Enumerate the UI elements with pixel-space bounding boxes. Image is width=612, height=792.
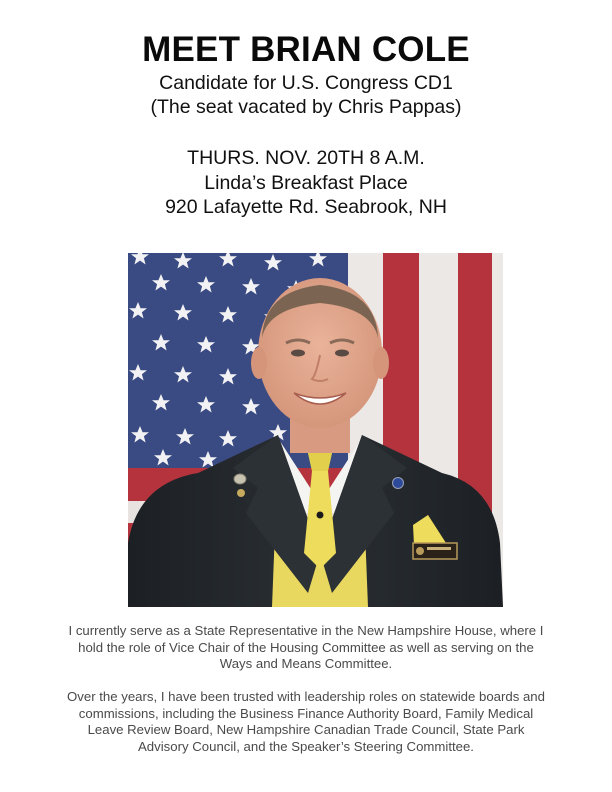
bio-line: Leave Review Board, New Hampshire Canadian Trade Council, State Park xyxy=(87,722,525,738)
flyer-title: MEET BRIAN COLE xyxy=(142,30,470,69)
subtitle-seat-note: (The seat vacated by Chris Pappas) xyxy=(150,96,462,118)
bio-paragraph-current-role xyxy=(40,623,572,673)
candidate-photo xyxy=(128,253,503,607)
bio-line: commissions, including the Business Finance Authority Board, Family Medical xyxy=(78,705,534,721)
subtitle-office: Candidate for U.S. Congress CD1 xyxy=(159,72,453,94)
candidate-portrait-illustration xyxy=(128,253,503,607)
bio-line: Over the years, I have been trusted with leadership roles on statewide boards and xyxy=(67,689,545,704)
event-address: 920 Lafayette Rd. Seabrook, NH xyxy=(165,196,447,218)
bio-line: Advisory Council, and the Speaker’s Steering Committee. xyxy=(138,738,474,754)
bio-line: Ways and Means Committee. xyxy=(219,656,393,672)
event-datetime: THURS. NOV. 20TH 8 A.M. xyxy=(187,147,425,169)
event-details xyxy=(0,146,612,220)
bio-line: I currently serve as a State Representative in the New Hampshire House, where I xyxy=(68,623,544,638)
bio-line: hold the role of Vice Chair of the Housing Committee as well as serving on the xyxy=(78,639,534,655)
event-venue: Linda’s Breakfast Place xyxy=(204,171,408,194)
bio-paragraph-leadership-roles xyxy=(40,689,572,755)
candidate-subtitle xyxy=(0,71,612,119)
